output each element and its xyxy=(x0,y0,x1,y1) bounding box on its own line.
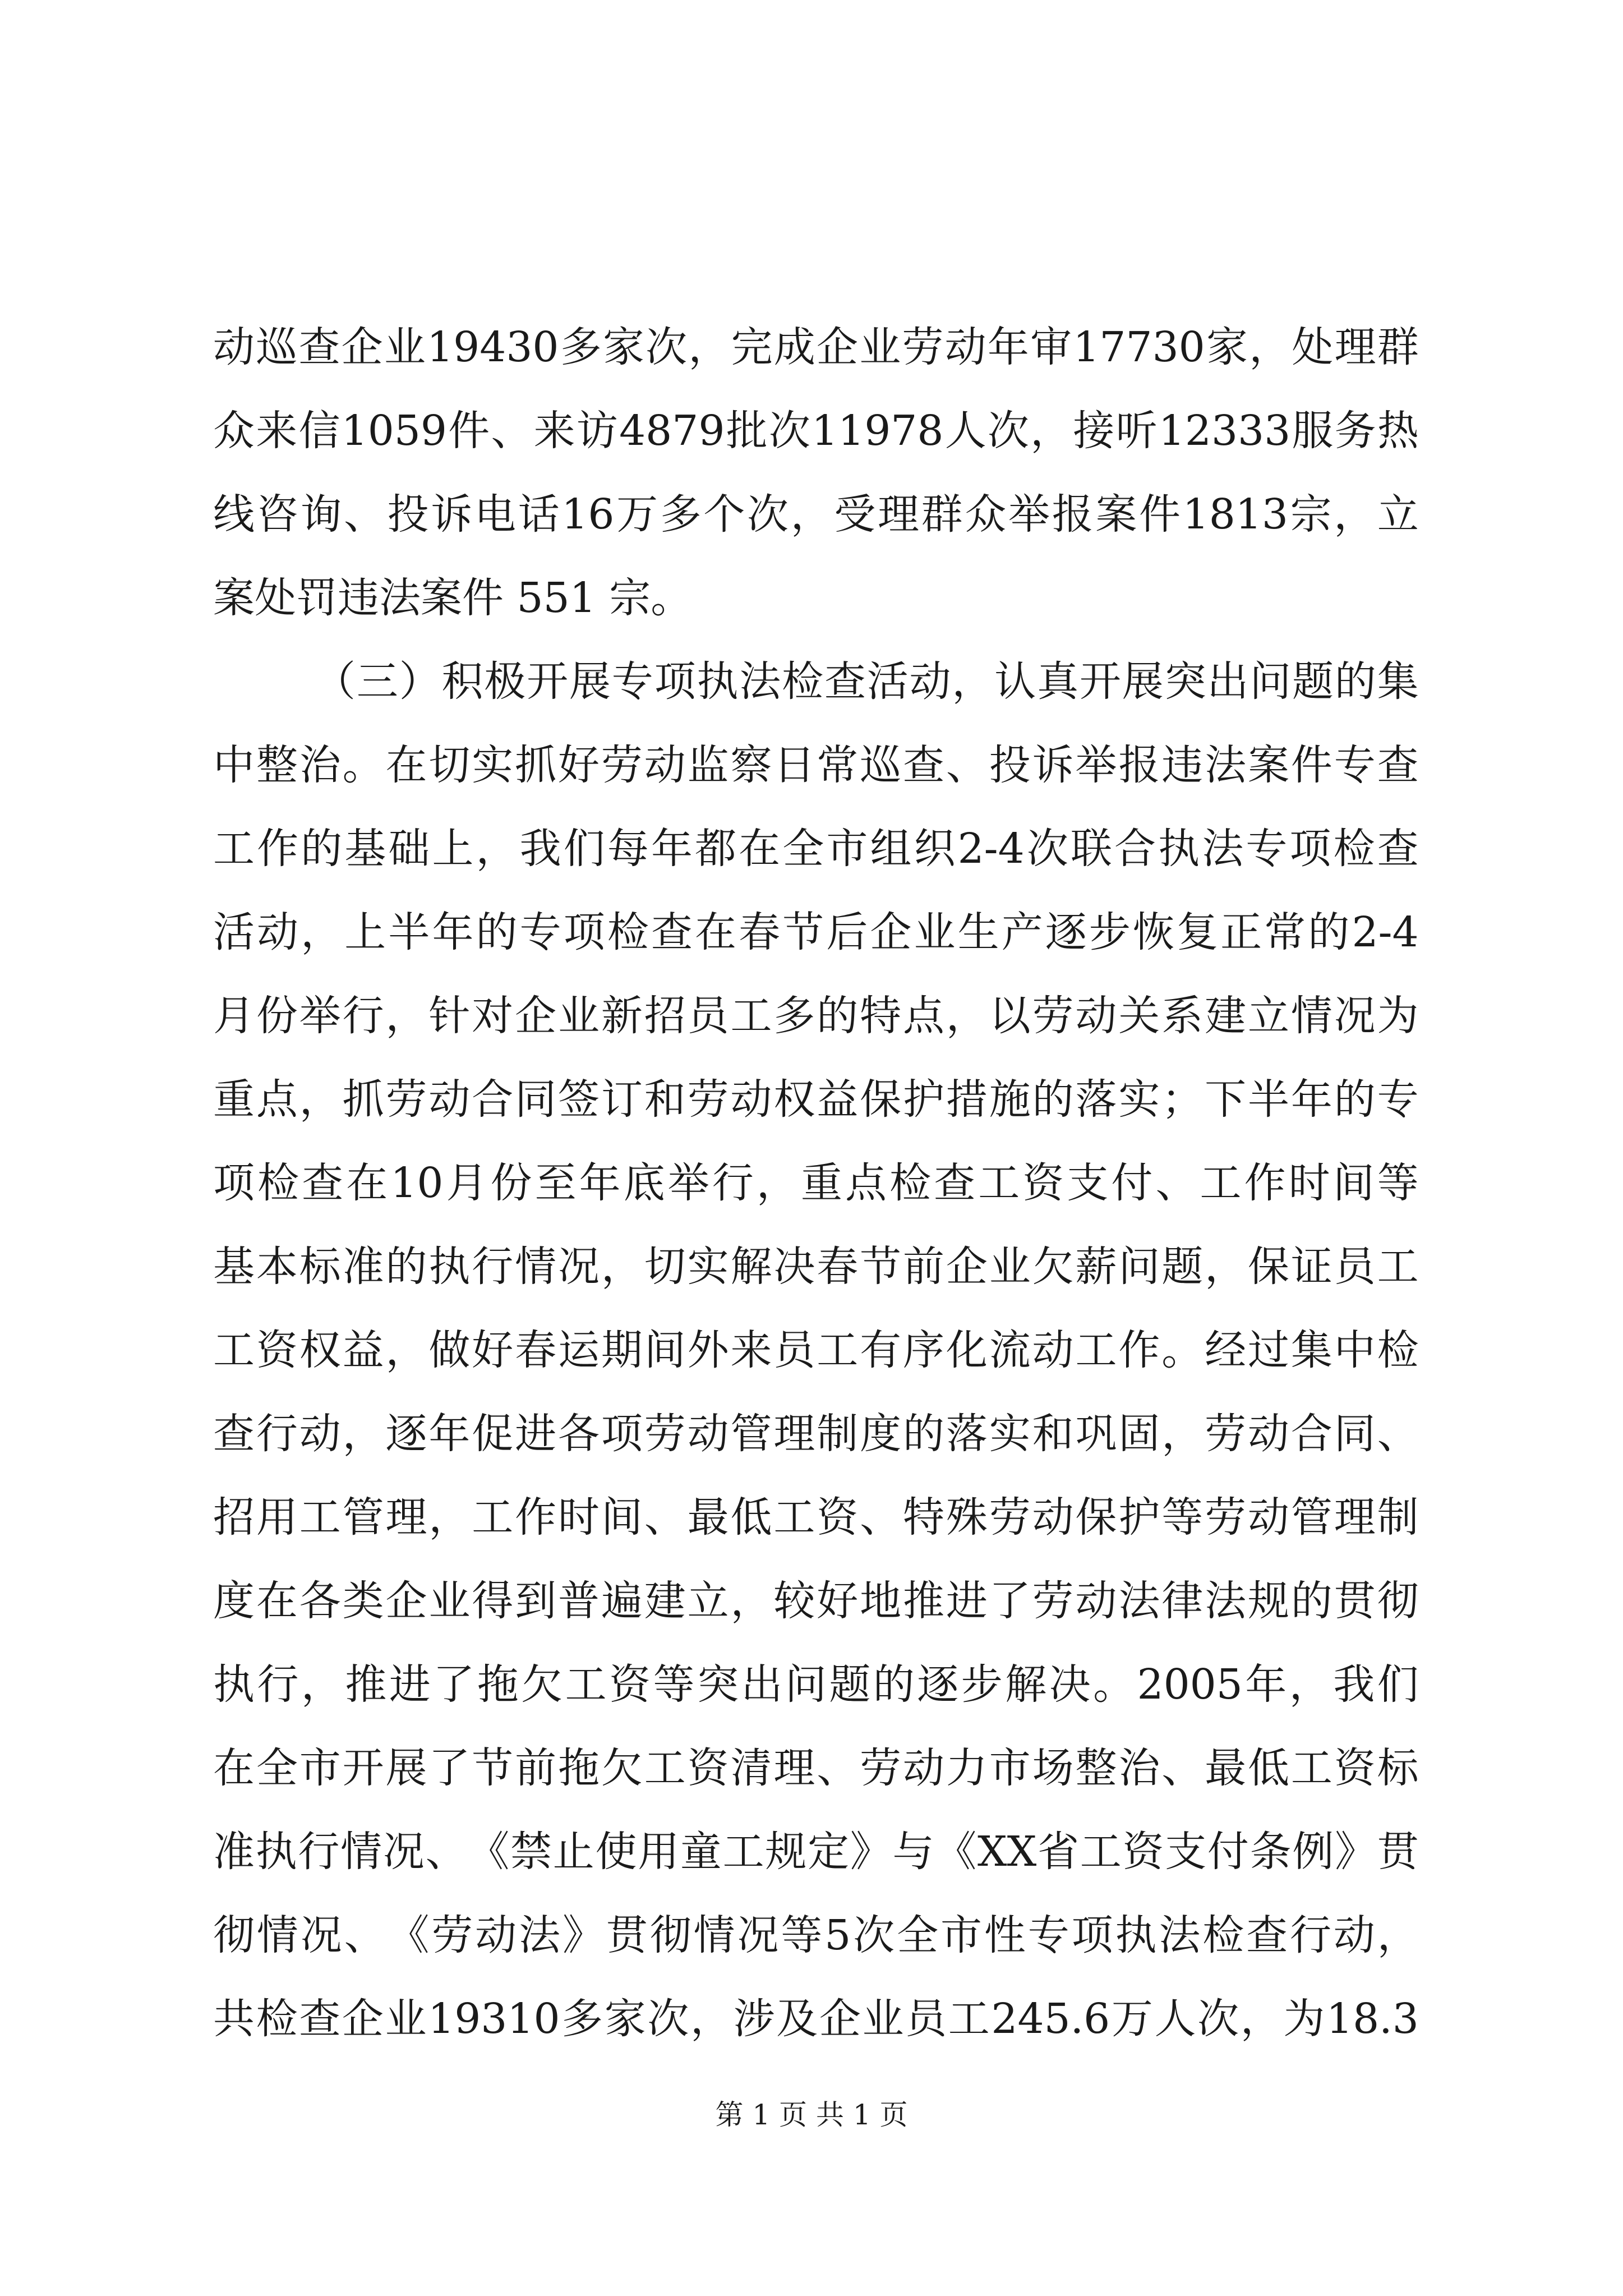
text-line: 动 巡 查 企 业 19430 多 家 次 ， 完 成 企 业 劳 动 年 审 17730 家 ， 处 理 群 xyxy=(213,323,1419,371)
text-line: 共 检 查 企 业 19310 多 家 次 ， 涉 及 企 业 员 工 245.6 万 人 次 ， 为 18.3 xyxy=(213,1995,1419,2043)
text-line: 线 咨 询 、 投 诉 电 话 16 万 多 个 次 ， 受 理 群 众 举 报 案 件 1813 宗 ， 立 xyxy=(213,490,1419,539)
text-line: 案处罚违法案件 551 宗。 xyxy=(213,574,693,622)
text-line: 月 份 举 行 ， 针 对 企 业 新 招 员 工 多 的 特 点 ， 以 劳 动 关 系 建 立 情 况 为 xyxy=(213,992,1419,1040)
text-line: 中 整 治 。 在 切 实 抓 好 劳 动 监 察 日 常 巡 查 、 投 诉 举 报 违 法 案 件 专 查 xyxy=(213,741,1419,789)
text-line: 项 检 查 在 10 月 份 至 年 底 举 行 ， 重 点 检 查 工 资 支 付 、 工 作 时 间 等 xyxy=(213,1159,1419,1207)
page-footer: 第 1 页 共 1 页 xyxy=(715,2099,908,2131)
text-line: 活 动 ， 上 半 年 的 专 项 检 查 在 春 节 后 企 业 生 产 逐 步 恢 复 正 常 的 2-4 xyxy=(213,908,1419,956)
text-line: 查 行 动 ， 逐 年 促 进 各 项 劳 动 管 理 制 度 的 落 实 和 巩 固 ， 劳 动 合 同 、 xyxy=(213,1410,1419,1458)
body-text xyxy=(213,306,1419,2061)
text-line: 准 执 行 情 况 、 《 禁 止 使 用 童 工 规 定 》 与 《 XX 省 工 资 支 付 条 例 》 贯 xyxy=(213,1828,1419,1876)
text-line: 众 来 信 1059 件 、 来 访 4879 批 次 11978 人 次 ， 接 听 12333 服 务 热 xyxy=(213,407,1419,455)
text-line: 基 本 标 准 的 执 行 情 况 ， 切 实 解 决 春 节 前 企 业 欠 薪 问 题 ， 保 证 员 工 xyxy=(213,1243,1419,1291)
text-line: （ 三 ） 积 极 开 展 专 项 执 法 检 查 活 动 ， 认 真 开 展 突 出 问 题 的 集 xyxy=(314,657,1419,706)
text-line: 重 点 ， 抓 劳 动 合 同 签 订 和 劳 动 权 益 保 护 措 施 的 落 实 ； 下 半 年 的 专 xyxy=(213,1075,1419,1124)
text-line: 度 在 各 类 企 业 得 到 普 遍 建 立 ， 较 好 地 推 进 了 劳 动 法 律 法 规 的 贯 彻 xyxy=(213,1577,1419,1625)
text-line: 工 资 权 益 ， 做 好 春 运 期 间 外 来 员 工 有 序 化 流 动 工 作 。 经 过 集 中 检 xyxy=(213,1326,1419,1374)
text-line: 工 作 的 基 础 上 ， 我 们 每 年 都 在 全 市 组 织 2-4 次 联 合 执 法 专 项 检 查 xyxy=(213,825,1419,873)
text-line: 招 用 工 管 理 ， 工 作 时 间 、 最 低 工 资 、 特 殊 劳 动 保 护 等 劳 动 管 理 制 xyxy=(213,1493,1419,1542)
text-line: 彻 情 况 、 《 劳 动 法 》 贯 彻 情 况 等 5 次 全 市 性 专 项 执 法 检 查 行 动 ， xyxy=(213,1911,1419,1959)
text-line: 在 全 市 开 展 了 节 前 拖 欠 工 资 清 理 、 劳 动 力 市 场 整 治 、 最 低 工 资 标 xyxy=(213,1744,1419,1792)
text-line: 执 行 ， 推 进 了 拖 欠 工 资 等 突 出 问 题 的 逐 步 解 决 。 2005 年 ， 我 们 xyxy=(213,1660,1419,1709)
